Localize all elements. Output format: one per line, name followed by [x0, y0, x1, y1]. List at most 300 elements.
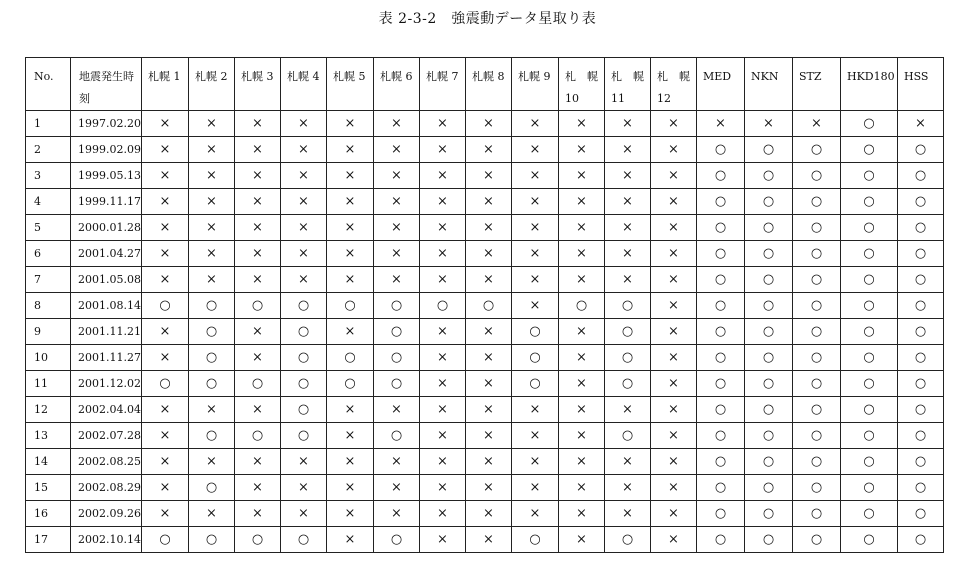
event-date: 1999.11.17 [71, 189, 142, 215]
table-row [26, 527, 944, 553]
available-mark: ○ [792, 137, 840, 163]
unavailable-mark: × [373, 241, 419, 267]
unavailable-mark: × [419, 449, 465, 475]
unavailable-mark: × [465, 163, 511, 189]
available-mark: ○ [696, 345, 744, 371]
unavailable-mark: × [419, 267, 465, 293]
unavailable-mark: × [326, 111, 373, 137]
unavailable-mark: × [792, 111, 840, 137]
table-row [26, 267, 944, 293]
unavailable-mark: × [650, 475, 696, 501]
unavailable-mark: × [419, 111, 465, 137]
unavailable-mark: × [650, 215, 696, 241]
unavailable-mark: × [280, 449, 326, 475]
available-mark: ○ [840, 345, 897, 371]
available-mark: ○ [604, 371, 650, 397]
unavailable-mark: × [326, 449, 373, 475]
column-header: 札幌 2 [188, 58, 234, 111]
row-number: 2 [26, 137, 71, 163]
unavailable-mark: × [326, 475, 373, 501]
available-mark: ○ [604, 319, 650, 345]
unavailable-mark: × [326, 241, 373, 267]
unavailable-mark: × [188, 501, 234, 527]
available-mark: ○ [280, 527, 326, 553]
unavailable-mark: × [465, 345, 511, 371]
column-header: 札幌 9 [511, 58, 558, 111]
unavailable-mark: × [280, 215, 326, 241]
unavailable-mark: × [650, 189, 696, 215]
available-mark: ○ [511, 527, 558, 553]
unavailable-mark: × [465, 475, 511, 501]
unavailable-mark: × [604, 241, 650, 267]
unavailable-mark: × [650, 397, 696, 423]
available-mark: ○ [897, 449, 943, 475]
available-mark: ○ [326, 345, 373, 371]
unavailable-mark: × [465, 423, 511, 449]
available-mark: ○ [696, 449, 744, 475]
available-mark: ○ [792, 267, 840, 293]
unavailable-mark: × [511, 189, 558, 215]
available-mark: ○ [696, 423, 744, 449]
unavailable-mark: × [141, 345, 188, 371]
table-row [26, 319, 944, 345]
available-mark: ○ [897, 293, 943, 319]
row-number: 13 [26, 423, 71, 449]
unavailable-mark: × [141, 111, 188, 137]
column-header: 札幌 5 [326, 58, 373, 111]
table-row [26, 449, 944, 475]
available-mark: ○ [696, 293, 744, 319]
unavailable-mark: × [604, 137, 650, 163]
unavailable-mark: × [650, 371, 696, 397]
unavailable-mark: × [188, 397, 234, 423]
unavailable-mark: × [141, 475, 188, 501]
unavailable-mark: × [188, 449, 234, 475]
table-title: 表 2-3-2 強震動データ星取り表 [378, 11, 597, 27]
row-number: 6 [26, 241, 71, 267]
unavailable-mark: × [141, 397, 188, 423]
unavailable-mark: × [419, 371, 465, 397]
unavailable-mark: × [326, 397, 373, 423]
unavailable-mark: × [373, 137, 419, 163]
available-mark: ○ [744, 371, 792, 397]
unavailable-mark: × [558, 345, 604, 371]
column-header: 地震発生時 刻 [71, 58, 142, 111]
available-mark: ○ [744, 423, 792, 449]
unavailable-mark: × [326, 137, 373, 163]
column-header: 札幌 3 [234, 58, 280, 111]
event-date: 2002.09.26 [71, 501, 142, 527]
unavailable-mark: × [604, 215, 650, 241]
available-mark: ○ [840, 111, 897, 137]
available-mark: ○ [188, 293, 234, 319]
available-mark: ○ [141, 293, 188, 319]
available-mark: ○ [188, 423, 234, 449]
table-row [26, 189, 944, 215]
row-number: 17 [26, 527, 71, 553]
column-header: No. [26, 58, 71, 111]
unavailable-mark: × [465, 111, 511, 137]
unavailable-mark: × [558, 215, 604, 241]
column-header: HSS [897, 58, 943, 111]
unavailable-mark: × [234, 267, 280, 293]
available-mark: ○ [744, 449, 792, 475]
unavailable-mark: × [373, 475, 419, 501]
unavailable-mark: × [141, 267, 188, 293]
column-header: 札幌 4 [280, 58, 326, 111]
unavailable-mark: × [188, 111, 234, 137]
unavailable-mark: × [141, 137, 188, 163]
unavailable-mark: × [744, 111, 792, 137]
available-mark: ○ [744, 501, 792, 527]
unavailable-mark: × [373, 449, 419, 475]
unavailable-mark: × [188, 241, 234, 267]
unavailable-mark: × [465, 241, 511, 267]
unavailable-mark: × [897, 111, 943, 137]
available-mark: ○ [696, 475, 744, 501]
row-number: 16 [26, 501, 71, 527]
unavailable-mark: × [326, 319, 373, 345]
unavailable-mark: × [373, 267, 419, 293]
available-mark: ○ [280, 371, 326, 397]
row-number: 5 [26, 215, 71, 241]
unavailable-mark: × [511, 397, 558, 423]
unavailable-mark: × [511, 111, 558, 137]
available-mark: ○ [897, 163, 943, 189]
available-mark: ○ [840, 215, 897, 241]
available-mark: ○ [188, 475, 234, 501]
unavailable-mark: × [650, 241, 696, 267]
available-mark: ○ [696, 267, 744, 293]
available-mark: ○ [188, 527, 234, 553]
available-mark: ○ [696, 397, 744, 423]
unavailable-mark: × [141, 423, 188, 449]
unavailable-mark: × [511, 267, 558, 293]
unavailable-mark: × [141, 319, 188, 345]
unavailable-mark: × [696, 111, 744, 137]
available-mark: ○ [141, 371, 188, 397]
available-mark: ○ [696, 215, 744, 241]
available-mark: ○ [897, 319, 943, 345]
available-mark: ○ [373, 319, 419, 345]
table-row [26, 501, 944, 527]
unavailable-mark: × [650, 501, 696, 527]
unavailable-mark: × [465, 501, 511, 527]
unavailable-mark: × [558, 527, 604, 553]
column-header: 札 幌 12 [650, 58, 696, 111]
unavailable-mark: × [326, 215, 373, 241]
available-mark: ○ [188, 371, 234, 397]
unavailable-mark: × [141, 241, 188, 267]
event-date: 2002.10.14 [71, 527, 142, 553]
available-mark: ○ [897, 397, 943, 423]
event-date: 2002.08.25 [71, 449, 142, 475]
unavailable-mark: × [373, 397, 419, 423]
unavailable-mark: × [326, 527, 373, 553]
available-mark: ○ [696, 527, 744, 553]
unavailable-mark: × [326, 501, 373, 527]
available-mark: ○ [840, 241, 897, 267]
unavailable-mark: × [326, 267, 373, 293]
unavailable-mark: × [558, 475, 604, 501]
unavailable-mark: × [511, 475, 558, 501]
unavailable-mark: × [604, 163, 650, 189]
unavailable-mark: × [465, 189, 511, 215]
unavailable-mark: × [419, 397, 465, 423]
available-mark: ○ [840, 527, 897, 553]
available-mark: ○ [840, 137, 897, 163]
unavailable-mark: × [188, 137, 234, 163]
unavailable-mark: × [373, 501, 419, 527]
available-mark: ○ [897, 371, 943, 397]
event-date: 2001.05.08 [71, 267, 142, 293]
available-mark: ○ [792, 345, 840, 371]
available-mark: ○ [840, 293, 897, 319]
row-number: 4 [26, 189, 71, 215]
available-mark: ○ [840, 319, 897, 345]
available-mark: ○ [188, 319, 234, 345]
unavailable-mark: × [419, 475, 465, 501]
available-mark: ○ [280, 397, 326, 423]
unavailable-mark: × [650, 345, 696, 371]
available-mark: ○ [696, 137, 744, 163]
available-mark: ○ [696, 371, 744, 397]
available-mark: ○ [897, 345, 943, 371]
unavailable-mark: × [650, 319, 696, 345]
row-number: 3 [26, 163, 71, 189]
table-body [26, 111, 944, 553]
available-mark: ○ [696, 501, 744, 527]
unavailable-mark: × [465, 215, 511, 241]
available-mark: ○ [604, 423, 650, 449]
available-mark: ○ [792, 293, 840, 319]
available-mark: ○ [792, 163, 840, 189]
unavailable-mark: × [234, 397, 280, 423]
available-mark: ○ [840, 267, 897, 293]
available-mark: ○ [792, 475, 840, 501]
unavailable-mark: × [326, 163, 373, 189]
available-mark: ○ [604, 527, 650, 553]
unavailable-mark: × [558, 189, 604, 215]
row-number: 15 [26, 475, 71, 501]
event-date: 2002.04.04 [71, 397, 142, 423]
table-row [26, 137, 944, 163]
unavailable-mark: × [558, 397, 604, 423]
available-mark: ○ [792, 241, 840, 267]
row-number: 1 [26, 111, 71, 137]
available-mark: ○ [280, 423, 326, 449]
available-mark: ○ [792, 449, 840, 475]
unavailable-mark: × [558, 267, 604, 293]
available-mark: ○ [897, 501, 943, 527]
available-mark: ○ [280, 345, 326, 371]
header-row [26, 58, 944, 111]
unavailable-mark: × [558, 371, 604, 397]
unavailable-mark: × [419, 241, 465, 267]
available-mark: ○ [326, 371, 373, 397]
available-mark: ○ [234, 527, 280, 553]
unavailable-mark: × [419, 163, 465, 189]
unavailable-mark: × [465, 371, 511, 397]
available-mark: ○ [840, 189, 897, 215]
column-header: STZ [792, 58, 840, 111]
available-mark: ○ [792, 423, 840, 449]
available-mark: ○ [897, 241, 943, 267]
available-mark: ○ [792, 189, 840, 215]
unavailable-mark: × [234, 449, 280, 475]
table-row [26, 111, 944, 137]
available-mark: ○ [792, 371, 840, 397]
available-mark: ○ [419, 293, 465, 319]
available-mark: ○ [897, 137, 943, 163]
available-mark: ○ [744, 267, 792, 293]
unavailable-mark: × [373, 163, 419, 189]
unavailable-mark: × [419, 137, 465, 163]
unavailable-mark: × [465, 319, 511, 345]
available-mark: ○ [280, 319, 326, 345]
row-number: 10 [26, 345, 71, 371]
unavailable-mark: × [558, 241, 604, 267]
unavailable-mark: × [234, 319, 280, 345]
table-row [26, 397, 944, 423]
unavailable-mark: × [558, 501, 604, 527]
available-mark: ○ [604, 293, 650, 319]
table-row [26, 371, 944, 397]
available-mark: ○ [840, 423, 897, 449]
available-mark: ○ [744, 527, 792, 553]
column-header: 札幌 8 [465, 58, 511, 111]
event-date: 2002.07.28 [71, 423, 142, 449]
unavailable-mark: × [188, 267, 234, 293]
available-mark: ○ [792, 215, 840, 241]
available-mark: ○ [511, 319, 558, 345]
unavailable-mark: × [511, 241, 558, 267]
unavailable-mark: × [465, 527, 511, 553]
unavailable-mark: × [650, 137, 696, 163]
available-mark: ○ [696, 319, 744, 345]
unavailable-mark: × [419, 527, 465, 553]
unavailable-mark: × [234, 137, 280, 163]
unavailable-mark: × [234, 475, 280, 501]
row-number: 11 [26, 371, 71, 397]
unavailable-mark: × [604, 267, 650, 293]
unavailable-mark: × [511, 163, 558, 189]
table-row [26, 423, 944, 449]
unavailable-mark: × [419, 319, 465, 345]
available-mark: ○ [744, 345, 792, 371]
unavailable-mark: × [558, 163, 604, 189]
column-header: HKD180 [840, 58, 897, 111]
available-mark: ○ [840, 449, 897, 475]
available-mark: ○ [326, 293, 373, 319]
table-row [26, 163, 944, 189]
available-mark: ○ [373, 527, 419, 553]
available-mark: ○ [792, 501, 840, 527]
unavailable-mark: × [511, 449, 558, 475]
available-mark: ○ [792, 397, 840, 423]
available-mark: ○ [840, 501, 897, 527]
unavailable-mark: × [234, 163, 280, 189]
available-mark: ○ [744, 215, 792, 241]
unavailable-mark: × [604, 449, 650, 475]
unavailable-mark: × [604, 501, 650, 527]
column-header: 札幌 7 [419, 58, 465, 111]
event-date: 1997.02.20 [71, 111, 142, 137]
unavailable-mark: × [465, 449, 511, 475]
unavailable-mark: × [280, 189, 326, 215]
unavailable-mark: × [141, 449, 188, 475]
unavailable-mark: × [188, 163, 234, 189]
event-date: 2000.01.28 [71, 215, 142, 241]
unavailable-mark: × [558, 111, 604, 137]
table-row [26, 345, 944, 371]
unavailable-mark: × [280, 241, 326, 267]
available-mark: ○ [840, 475, 897, 501]
row-number: 9 [26, 319, 71, 345]
unavailable-mark: × [141, 189, 188, 215]
available-mark: ○ [840, 397, 897, 423]
unavailable-mark: × [650, 423, 696, 449]
unavailable-mark: × [326, 189, 373, 215]
unavailable-mark: × [650, 527, 696, 553]
unavailable-mark: × [373, 189, 419, 215]
unavailable-mark: × [419, 215, 465, 241]
event-date: 2002.08.29 [71, 475, 142, 501]
event-date: 2001.11.27 [71, 345, 142, 371]
unavailable-mark: × [280, 137, 326, 163]
unavailable-mark: × [419, 501, 465, 527]
unavailable-mark: × [604, 111, 650, 137]
unavailable-mark: × [234, 189, 280, 215]
available-mark: ○ [696, 163, 744, 189]
unavailable-mark: × [280, 475, 326, 501]
available-mark: ○ [897, 475, 943, 501]
available-mark: ○ [792, 319, 840, 345]
unavailable-mark: × [558, 137, 604, 163]
unavailable-mark: × [650, 267, 696, 293]
unavailable-mark: × [511, 423, 558, 449]
available-mark: ○ [744, 319, 792, 345]
unavailable-mark: × [141, 163, 188, 189]
available-mark: ○ [744, 475, 792, 501]
unavailable-mark: × [141, 501, 188, 527]
available-mark: ○ [897, 189, 943, 215]
unavailable-mark: × [558, 319, 604, 345]
column-header: MED [696, 58, 744, 111]
event-date: 2001.04.27 [71, 241, 142, 267]
available-mark: ○ [744, 137, 792, 163]
column-header: 札 幌 10 [558, 58, 604, 111]
available-mark: ○ [897, 527, 943, 553]
unavailable-mark: × [234, 501, 280, 527]
available-mark: ○ [897, 423, 943, 449]
available-mark: ○ [744, 293, 792, 319]
unavailable-mark: × [280, 163, 326, 189]
available-mark: ○ [558, 293, 604, 319]
table-row [26, 293, 944, 319]
table-row [26, 241, 944, 267]
unavailable-mark: × [373, 111, 419, 137]
available-mark: ○ [280, 293, 326, 319]
available-mark: ○ [604, 345, 650, 371]
available-mark: ○ [897, 267, 943, 293]
unavailable-mark: × [650, 163, 696, 189]
unavailable-mark: × [511, 215, 558, 241]
unavailable-mark: × [326, 423, 373, 449]
available-mark: ○ [188, 345, 234, 371]
available-mark: ○ [840, 371, 897, 397]
unavailable-mark: × [234, 111, 280, 137]
